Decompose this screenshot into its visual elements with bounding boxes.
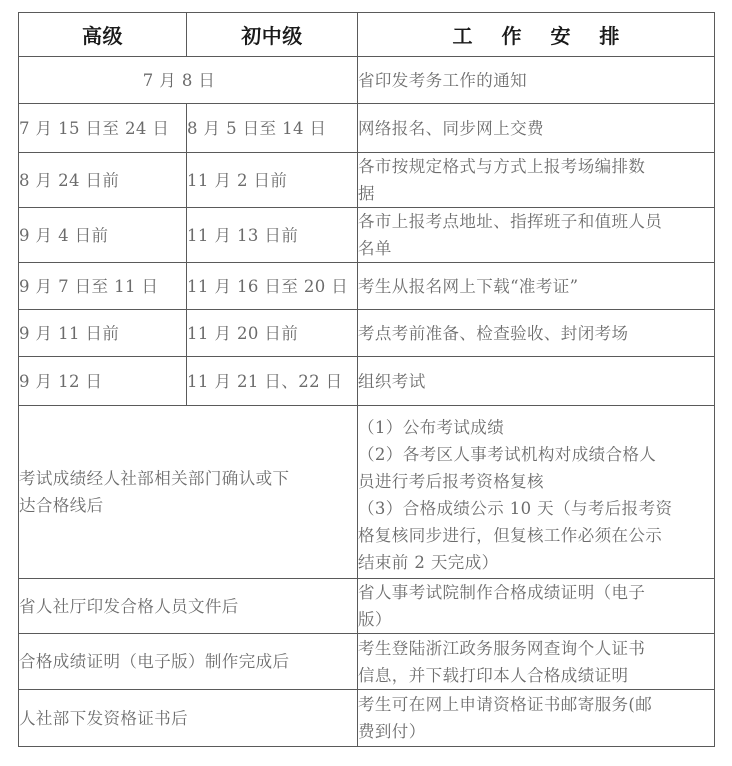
text-line: 合格成绩证明（电子版）制作完成后 [19,652,290,671]
cell-junior-admission-ticket: 11 月 16 日至 20 日 [187,263,358,310]
column-header-junior-intermediate: 初中级 [187,13,358,57]
cell-junior-exam-day: 11 月 21 日、22 日 [187,357,358,406]
table-row [19,634,715,690]
cell-date-cert-query [19,634,358,690]
cell-date-notice: 7 月 8 日 [19,57,358,104]
text-line: 省人事考试院制作合格成绩证明（电子 [358,583,646,602]
table-row [19,579,715,634]
cell-senior-seat-data: 8 月 24 日前 [19,153,187,208]
text-line: 省印发考务工作的通知 [358,70,527,90]
cell-senior-exam-day: 9 月 12 日 [19,357,187,406]
table-row [19,153,715,208]
text-line: 网络报名、同步网上交费 [358,118,544,138]
cell-work-notice [358,57,715,104]
cell-work-seat-data [358,153,715,208]
cell-senior-registration: 7 月 15 日至 24 日 [19,104,187,153]
table-row [19,357,715,406]
text-line: 信息，并下载打印本人合格成绩证明 [358,665,629,685]
text-line: 考生登陆浙江政务服务网查询个人证书 [358,638,646,658]
text-line: 考点考前准备、检查验收、封闭考场 [358,323,629,343]
text-line: 考试成绩经人社部相关部门确认或下 [19,469,290,488]
text-line: 人社部下发资格证书后 [19,708,188,728]
cell-work-exam-day [358,357,715,406]
text-line: 员进行考后报考资格复核 [358,472,544,491]
text-line: （3）合格成绩公示 10 天（与考后报考资 [358,499,673,518]
text-line: 格复核同步进行，但复核工作必须在公示 [358,526,663,545]
cell-work-site-address [358,208,715,263]
text-line: 考生可在网上申请资格证书邮寄服务(邮 [358,695,653,714]
cell-senior-site-address: 9 月 4 日前 [19,208,187,263]
column-header-work-arrangement: 工 作 安 排 [358,13,715,57]
text-line: 达合格线后 [19,496,104,515]
table-row [19,406,715,579]
cell-senior-site-preparation: 9 月 11 日前 [19,310,187,357]
cell-senior-admission-ticket: 9 月 7 日至 11 日 [19,263,187,310]
text-line: （2）各考区人事考试机构对成绩合格人 [358,445,657,464]
text-line: 组织考试 [358,371,426,391]
cell-work-cert-query [358,634,715,690]
cell-junior-seat-data: 11 月 2 日前 [187,153,358,208]
column-header-senior: 高级 [19,13,187,57]
cell-junior-site-preparation: 11 月 20 日前 [187,310,358,357]
table-row [19,310,715,357]
exam-schedule-table [18,12,715,747]
schedule-table-container [18,12,714,747]
cell-date-qualified-doc [19,579,358,634]
cell-work-site-preparation [358,310,715,357]
cell-work-admission-ticket [358,263,715,310]
cell-work-qualified-doc [358,579,715,634]
cell-work-score-confirm [358,406,715,579]
text-line: 费到付） [358,722,426,741]
table-header-row [19,13,715,57]
table-row [19,690,715,747]
cell-work-registration [358,104,715,153]
cell-date-cert-mail [19,690,358,747]
text-line: 据 [358,184,375,203]
text-line: 省人社厅印发合格人员文件后 [19,596,239,616]
cell-junior-site-address: 11 月 13 日前 [187,208,358,263]
table-row [19,104,715,153]
text-line: 名单 [358,239,392,258]
table-row [19,57,715,104]
cell-junior-registration: 8 月 5 日至 14 日 [187,104,358,153]
text-line: 各市上报考点地址、指挥班子和值班人员 [358,212,663,231]
text-line: 各市按规定格式与方式上报考场编排数 [358,157,646,176]
text-line: （1）公布考试成绩 [358,418,505,437]
text-line: 结束前 2 天完成） [358,553,499,572]
table-row [19,208,715,263]
cell-work-cert-mail [358,690,715,747]
cell-date-score-confirm [19,406,358,579]
text-line: 考生从报名网上下载“准考证” [358,276,579,296]
table-row [19,263,715,310]
text-line: 版） [358,610,392,629]
